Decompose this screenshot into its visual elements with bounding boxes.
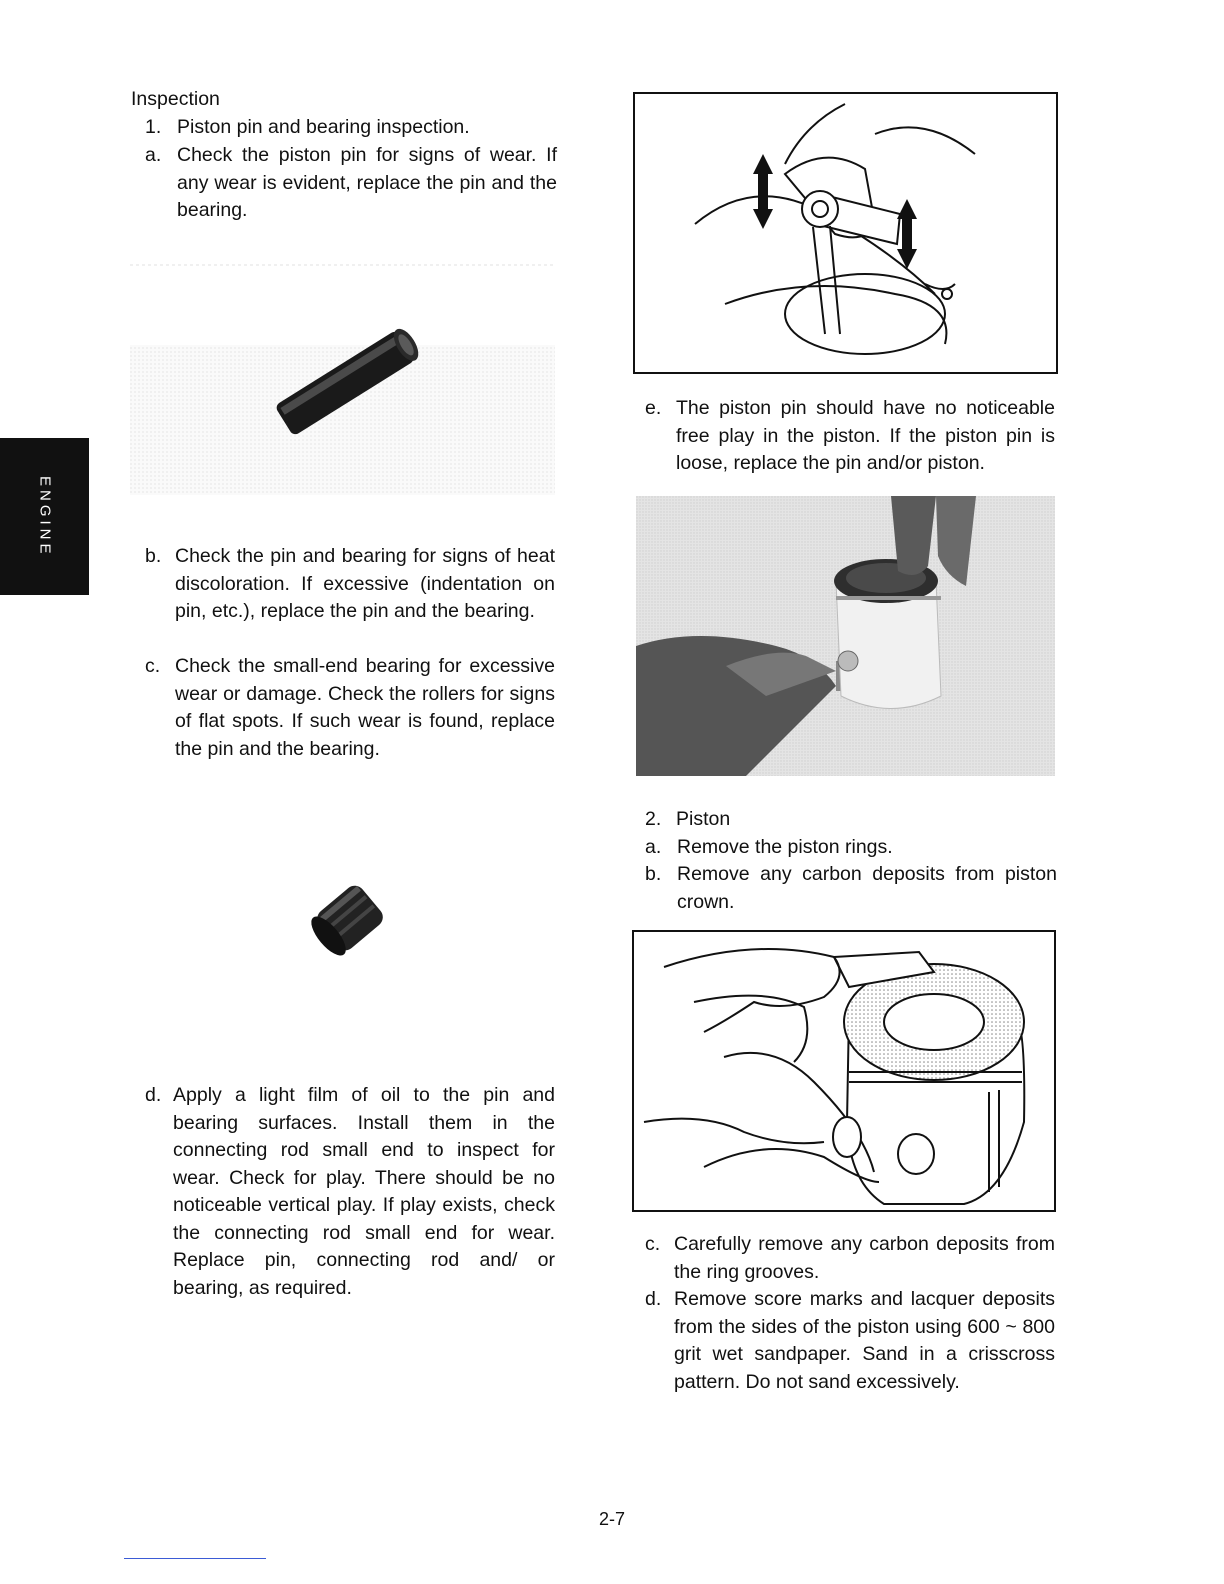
step-2a-text: Remove the piston rings. (677, 836, 893, 858)
step-1d-marker: d. (145, 1084, 162, 1106)
step-2b-text: Remove any carbon deposits from piston crown. (677, 863, 1057, 913)
step-2-text: Piston (676, 808, 731, 830)
step-2c-text: Carefully remove any carbon deposits from the ring grooves. (674, 1233, 1055, 1283)
step-1a-marker: a. (145, 144, 162, 166)
step-1 (145, 114, 565, 142)
step-1c (145, 653, 555, 763)
step-1-text: Piston pin and bearing inspection. (177, 116, 470, 138)
step-1b (145, 543, 555, 626)
footer-rule (124, 1558, 266, 1559)
page-number: 2-7 (598, 1509, 625, 1529)
step-1a (145, 142, 557, 225)
piston-carbon-removal-illustration (632, 930, 1056, 1212)
step-1d (145, 1082, 555, 1302)
step-2a (645, 834, 1057, 862)
section-tab-label: ENGINE (36, 475, 54, 558)
step-2b-marker: b. (645, 863, 662, 885)
step-2a-marker: a. (645, 836, 662, 858)
step-2d-text: Remove score marks and lacquer deposits from the sides of the piston using 600 ~ 800 grit wet sandpaper. Sand in a crisscross pattern. Do not sand excessively. (674, 1288, 1055, 1393)
step-1b-text: Check the pin and bearing for signs of heat discoloration. If excessive (indentation on pin, etc.), replace the pin and the bearing. (175, 545, 555, 622)
step-1b-marker: b. (145, 545, 162, 567)
step-1c-marker: c. (145, 655, 161, 677)
step-2d-marker: d. (645, 1288, 662, 1310)
step-1-marker: 1. (145, 116, 162, 138)
step-2c-marker: c. (645, 1233, 661, 1255)
step-2b (645, 861, 1057, 916)
step-1c-text: Check the small-end bearing for excessive wear or damage. Check the rollers for signs of flat spots. If such wear is found, replace the pin and the bearing. (175, 655, 555, 760)
step-2d (645, 1286, 1055, 1396)
step-2c (645, 1231, 1055, 1286)
step-1e-marker: e. (645, 397, 662, 419)
step-2-marker: 2. (645, 808, 662, 830)
step-1e-text: The piston pin should have no noticeable free play in the piston. If the piston pin is loose, replace the pin and/or piston. (676, 397, 1055, 474)
connecting-rod-illustration (633, 92, 1058, 374)
step-1d-text: Apply a light film of oil to the pin and bearing surfaces. Install them in the connecting rod small end to inspect for wear. Check for play. There should be no noticeable vertical play. If play exists, check the connecting rod small end for wear. Replace pin, connecting rod and/ or bearing, as required. (173, 1084, 555, 1299)
section-heading: Inspection (131, 88, 220, 110)
step-2 (645, 806, 1055, 834)
piston-pin-photo (130, 255, 555, 500)
step-1e (645, 395, 1055, 478)
small-end-bearing-photo (180, 800, 560, 1030)
section-tab (0, 438, 89, 595)
piston-free-play-photo (636, 496, 1055, 776)
step-1a-text: Check the piston pin for signs of wear. If any wear is evident, replace the pin and the bearing. (177, 144, 557, 221)
